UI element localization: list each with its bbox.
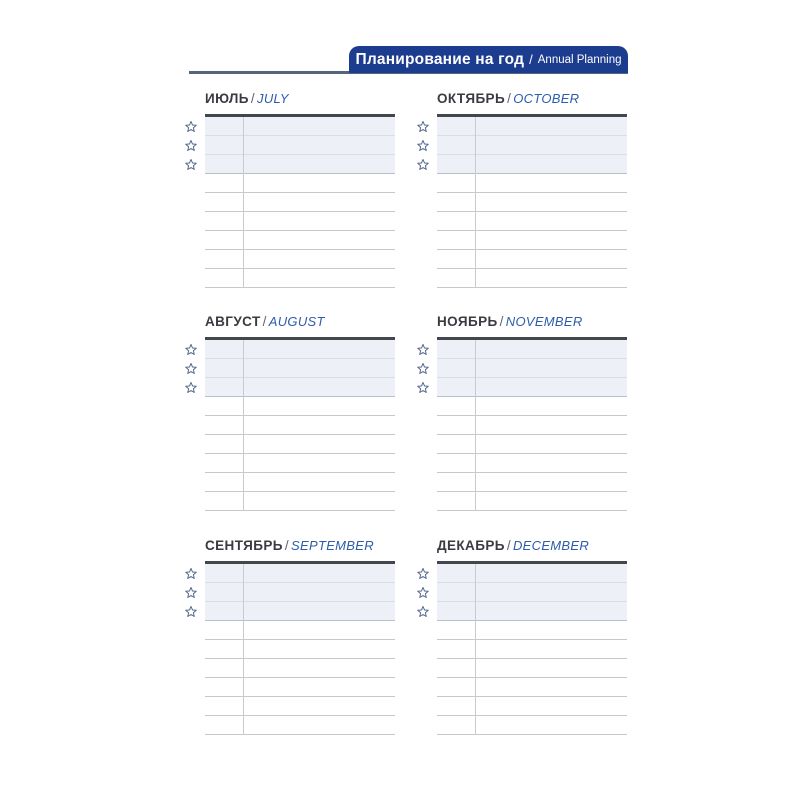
month-name-en: NOVEMBER [505, 314, 583, 329]
month-name-ru: ОКТЯБРЬ [437, 91, 506, 106]
month-name-en: DECEMBER [512, 538, 590, 553]
column-divider [475, 564, 476, 735]
starred-row [205, 378, 395, 397]
star-icon [416, 120, 430, 134]
month-name-separator: / [262, 314, 267, 329]
month-title [205, 91, 395, 107]
month-title [437, 91, 627, 107]
month-body [184, 561, 395, 735]
table-row [205, 454, 395, 473]
notes-table [437, 337, 627, 511]
month-title [205, 538, 395, 554]
notes-table [437, 114, 627, 288]
star-cell [184, 602, 205, 621]
table-row [205, 435, 395, 454]
month-section-september [184, 538, 395, 735]
starred-row [437, 155, 627, 174]
month-name-separator: / [506, 538, 511, 553]
table-row [205, 212, 395, 231]
month-name-ru: АВГУСТ [205, 314, 261, 329]
table-row [437, 678, 627, 697]
star-icon [416, 362, 430, 376]
table-row [437, 697, 627, 716]
star-cell [184, 117, 205, 136]
table-row [437, 716, 627, 735]
star-cell [184, 155, 205, 174]
table-row [205, 621, 395, 640]
month-name-separator: / [284, 538, 290, 553]
table-row [205, 416, 395, 435]
column-divider [243, 564, 244, 735]
starred-row [205, 136, 395, 155]
table-row [437, 174, 627, 193]
star-cell [416, 359, 437, 378]
table-row [205, 659, 395, 678]
starred-row [437, 378, 627, 397]
star-icon [184, 343, 198, 357]
star-icon [416, 139, 430, 153]
month-body [416, 114, 627, 288]
star-icon [416, 605, 430, 619]
notes-table [205, 561, 395, 735]
starred-row [205, 117, 395, 136]
month-name-en: SEPTEMBER [291, 538, 374, 553]
month-name-en: OCTOBER [513, 91, 580, 106]
column-divider [243, 340, 244, 511]
star-icon [184, 139, 198, 153]
table-row [205, 697, 395, 716]
table-row [437, 454, 627, 473]
table-row [205, 492, 395, 511]
star-cell [416, 117, 437, 136]
table-row [205, 231, 395, 250]
notes-table [437, 561, 627, 735]
month-name-en: JULY [257, 91, 289, 106]
star-cell [416, 583, 437, 602]
starred-row [437, 602, 627, 621]
header-title-en: Annual Planning [537, 53, 622, 66]
month-section-august [184, 314, 395, 511]
month-body [416, 337, 627, 511]
column-divider [475, 117, 476, 288]
star-icon [184, 605, 198, 619]
star-cell [184, 378, 205, 397]
table-row [437, 416, 627, 435]
star-icon [416, 586, 430, 600]
star-gutter [416, 114, 437, 288]
header-title-ru: Планирование на год [355, 50, 525, 68]
starred-row [437, 359, 627, 378]
month-title [205, 314, 395, 330]
star-gutter [416, 337, 437, 511]
table-row [205, 678, 395, 697]
month-name-separator: / [250, 91, 256, 106]
table-row [205, 269, 395, 288]
table-row [205, 250, 395, 269]
table-row [437, 473, 627, 492]
starred-row [437, 117, 627, 136]
starred-row [205, 602, 395, 621]
star-gutter [416, 561, 437, 735]
month-name-ru: ИЮЛЬ [205, 91, 249, 106]
table-row [437, 492, 627, 511]
star-cell [184, 564, 205, 583]
star-cell [416, 155, 437, 174]
column-divider [475, 340, 476, 511]
month-title [437, 314, 627, 330]
starred-row [205, 155, 395, 174]
starred-row [437, 564, 627, 583]
star-icon [184, 158, 198, 172]
month-section-november [416, 314, 627, 511]
table-row [437, 640, 627, 659]
table-row [437, 193, 627, 212]
star-cell [416, 602, 437, 621]
month-body [184, 337, 395, 511]
starred-row [437, 583, 627, 602]
star-cell [184, 340, 205, 359]
month-name-ru: НОЯБРЬ [437, 314, 498, 329]
month-name-ru: СЕНТЯБРЬ [205, 538, 283, 553]
star-gutter [184, 114, 205, 288]
star-cell [184, 359, 205, 378]
starred-row [205, 583, 395, 602]
star-icon [416, 567, 430, 581]
month-name-separator: / [499, 314, 504, 329]
starred-row [205, 340, 395, 359]
month-body [184, 114, 395, 288]
table-row [205, 397, 395, 416]
month-body [416, 561, 627, 735]
notes-table [205, 337, 395, 511]
star-cell [416, 378, 437, 397]
star-icon [416, 381, 430, 395]
table-row [437, 659, 627, 678]
star-cell [416, 564, 437, 583]
table-row [437, 212, 627, 231]
table-row [205, 473, 395, 492]
month-section-october [416, 91, 627, 288]
table-row [437, 397, 627, 416]
table-row [437, 269, 627, 288]
header-separator: / [529, 52, 533, 67]
table-row [437, 231, 627, 250]
starred-row [205, 359, 395, 378]
star-icon [416, 158, 430, 172]
star-gutter [184, 337, 205, 511]
column-divider [243, 117, 244, 288]
table-row [437, 621, 627, 640]
table-row [437, 435, 627, 454]
star-icon [184, 586, 198, 600]
notes-table [205, 114, 395, 288]
star-cell [416, 136, 437, 155]
table-row [205, 174, 395, 193]
table-row [205, 640, 395, 659]
starred-row [437, 340, 627, 359]
star-cell [184, 136, 205, 155]
table-row [205, 193, 395, 212]
star-icon [184, 362, 198, 376]
month-name-en: AUGUST [268, 314, 325, 329]
star-icon [416, 343, 430, 357]
star-icon [184, 120, 198, 134]
month-section-july [184, 91, 395, 288]
month-name-separator: / [507, 91, 512, 106]
table-row [205, 716, 395, 735]
star-icon [184, 567, 198, 581]
month-name-ru: ДЕКАБРЬ [437, 538, 505, 553]
month-section-december [416, 538, 627, 735]
star-cell [184, 583, 205, 602]
starred-row [205, 564, 395, 583]
star-icon [184, 381, 198, 395]
table-row [437, 250, 627, 269]
page-header-banner [349, 46, 628, 73]
star-cell [416, 340, 437, 359]
month-title [437, 538, 627, 554]
star-gutter [184, 561, 205, 735]
starred-row [437, 136, 627, 155]
